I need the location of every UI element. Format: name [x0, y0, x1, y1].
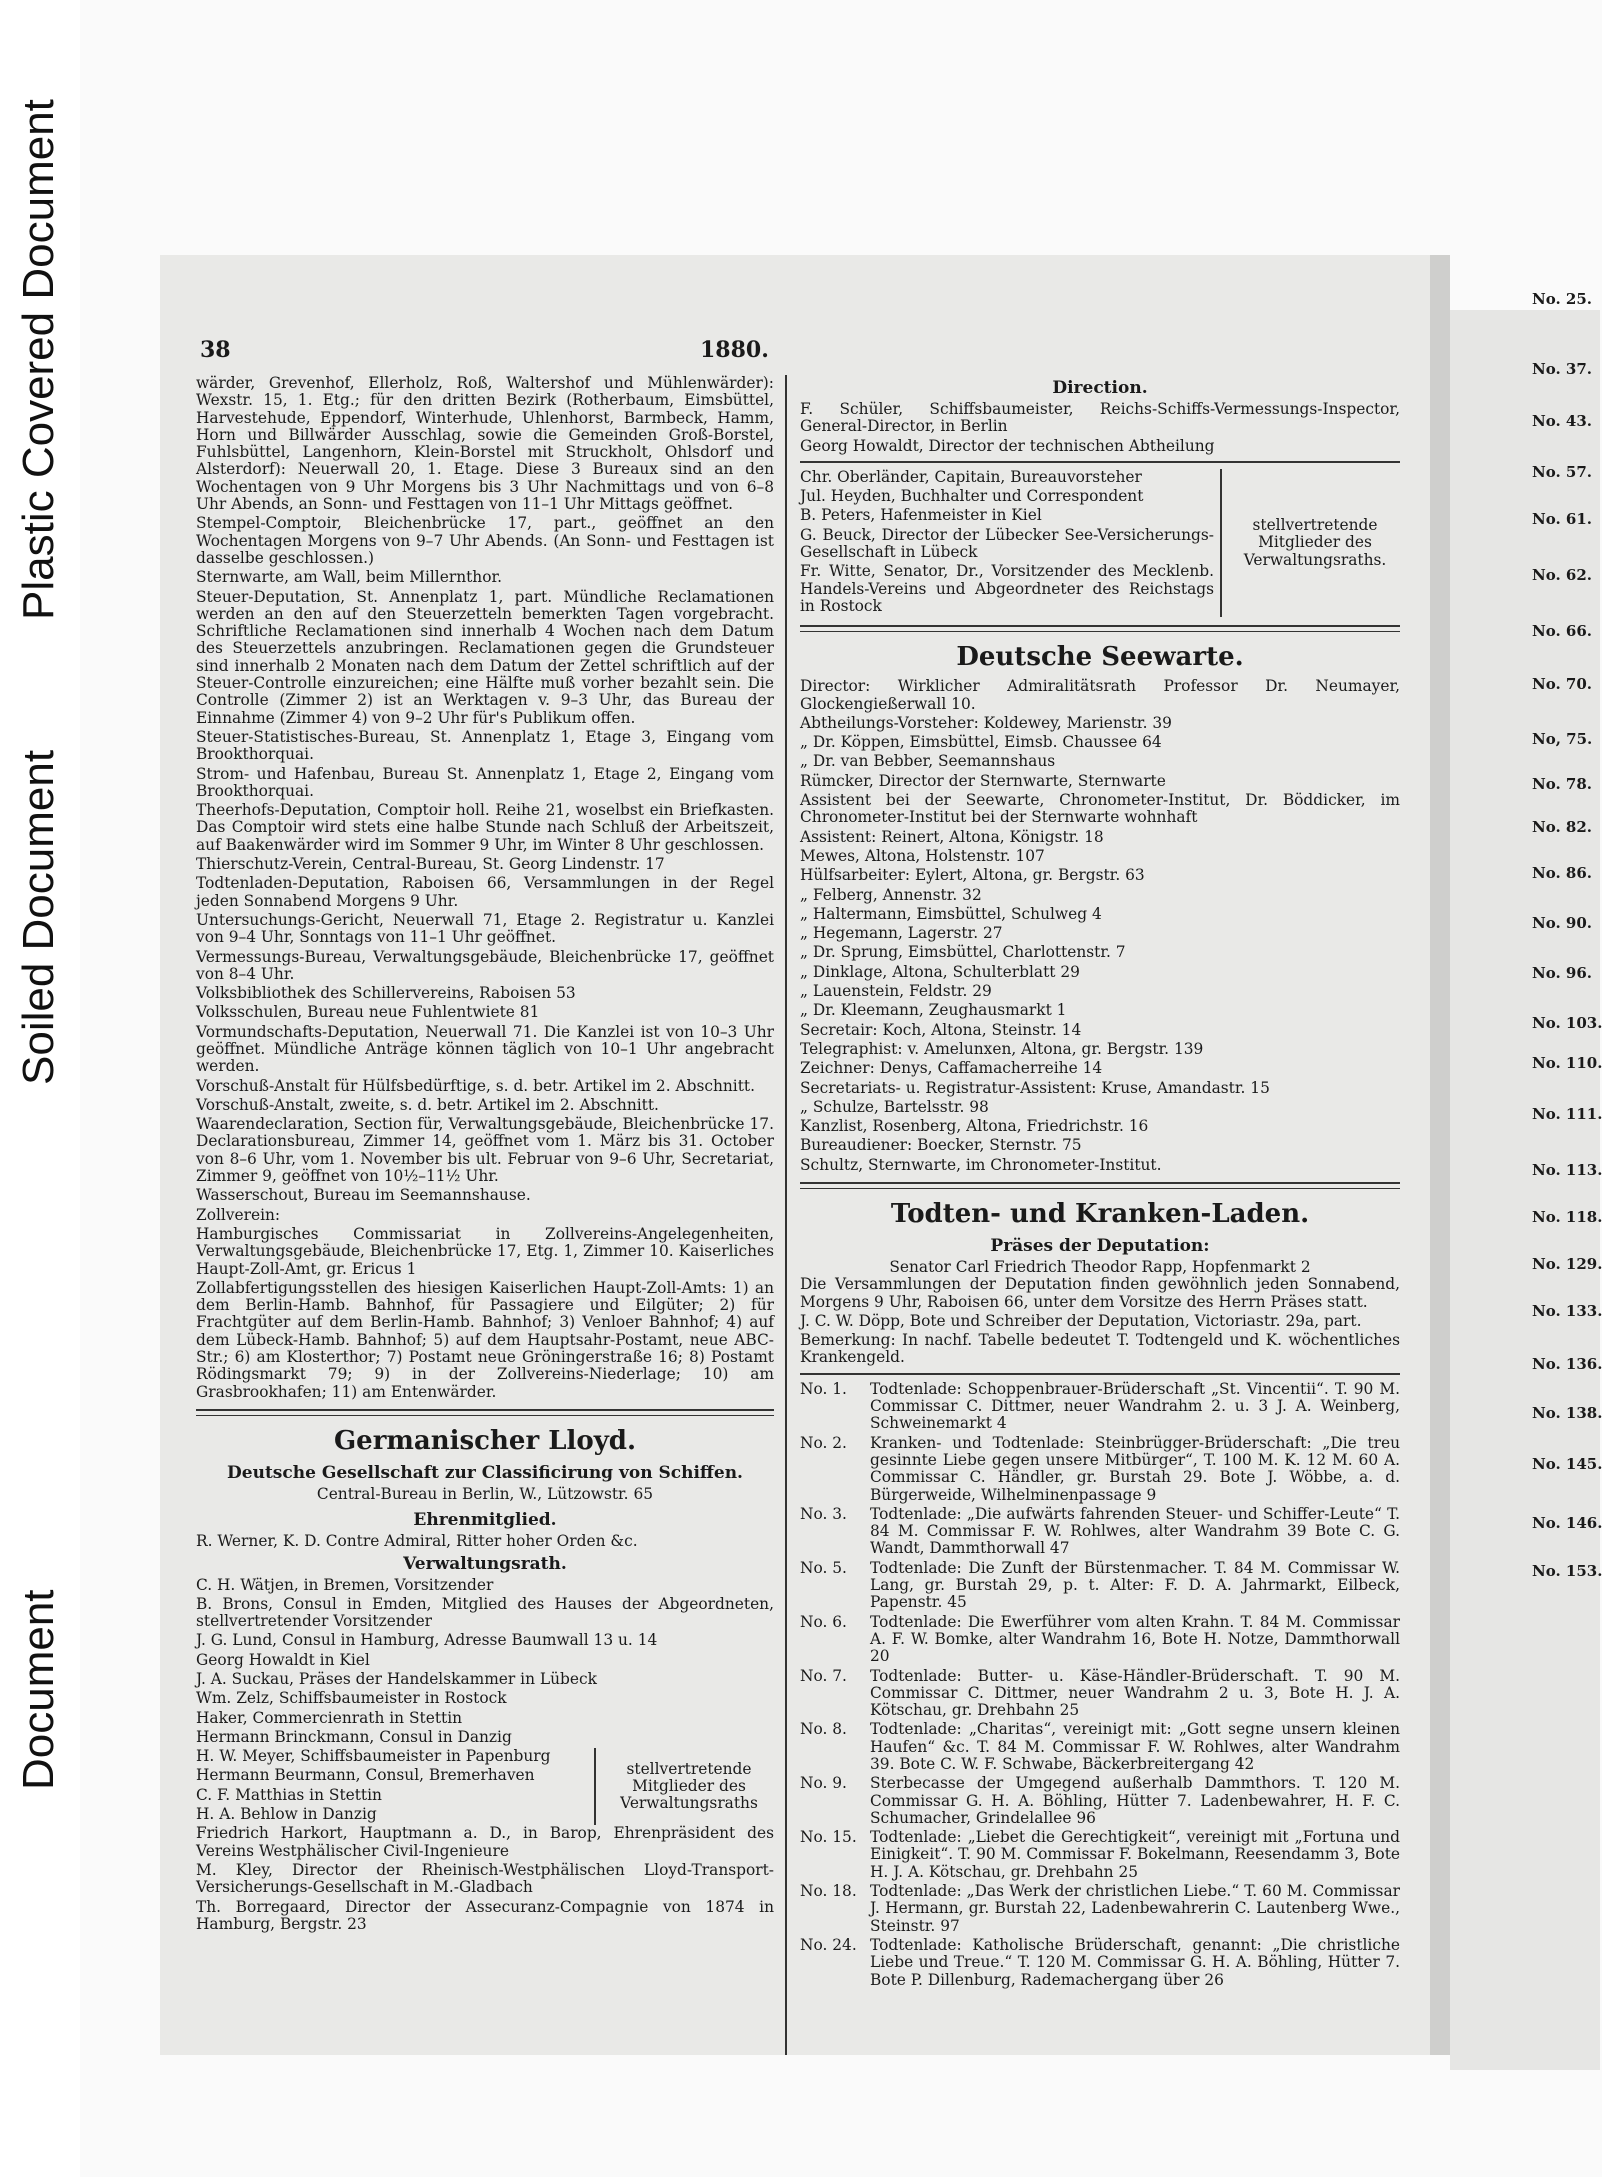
direction-deputy: B. Peters, Hafenmeister in Kiel: [800, 506, 1042, 525]
seewarte-staff: „ Dr. Köppen, Eimsbüttel, Eimsb. Chaussee 64: [800, 733, 1162, 752]
book-spine: [1430, 255, 1450, 2055]
next-page-entry-number: No. 96.: [1532, 964, 1592, 982]
board-list: [196, 1577, 774, 1747]
entry-text: Todtenlade: „Charitas“, vereinigt mit: „Gott segne unsern kleinen Haufen“ &c. T. 84 M. Commissar F. W. Rohlwes, alter Wandrahm 39. Bote C. W. F. Schwabe, Bäckerbreitergang 42: [870, 1720, 1400, 1773]
entry-number: No. 9.: [800, 1774, 847, 1793]
directory-entry: Wasserschout, Bureau im Seemannshause.: [196, 1186, 531, 1205]
direction-deputy: Jul. Heyden, Buchhalter und Correspondent: [800, 487, 1144, 506]
entry-text: Todtenlade: „Die aufwärts fahrenden Steuer- und Schiffer-Leute“ T. 84 M. Commissar F. W. Rohlwes, alter Wandrahm 39 Bote C. G. Wandt, Dammthorwall 47: [870, 1504, 1400, 1558]
todten-note: Bemerkung: In nachf. Tabelle bedeutet T. Todtengeld und K. wöchentliches Krankengeld.: [800, 1331, 1400, 1367]
next-page-entry-number: No. 129.: [1532, 1255, 1602, 1273]
directory-entry: Volksbibliothek des Schillervereins, Raboisen 53: [196, 984, 576, 1003]
board-member: Hermann Brinckmann, Consul in Danzig: [196, 1727, 512, 1746]
seewarte-staff: Kanzlist, Rosenberg, Altona, Friedrichstr. 16: [800, 1117, 1149, 1136]
entry-number: No. 18.: [800, 1882, 857, 1901]
right-column: [800, 375, 1400, 1991]
seewarte-staff: „ Dinklage, Altona, Schulterblatt 29: [800, 962, 1080, 981]
next-page-entry-number: No. 111.: [1532, 1105, 1602, 1123]
direction-deputy: Chr. Oberländer, Capitain, Bureauvorsteher: [800, 467, 1142, 486]
seewarte-staff: „ Felberg, Annenstr. 32: [800, 885, 982, 904]
column-divider: [785, 375, 787, 2055]
entry-number: No. 15.: [800, 1828, 857, 1847]
deputy-member: H. A. Behlow in Danzig: [196, 1805, 377, 1824]
next-page-entry-number: No. 25.: [1532, 290, 1592, 308]
next-page-entry-number: No. 70.: [1532, 675, 1592, 693]
seewarte-staff: Hülfsarbeiter: Eylert, Altona, gr. Bergstr. 63: [800, 866, 1145, 885]
directory-entry: Zollverein:: [196, 1205, 281, 1224]
deputies-list: [196, 1748, 596, 1825]
next-page-entry-number: No. 86.: [1532, 864, 1592, 882]
board-member: Georg Howaldt in Kiel: [196, 1650, 370, 1669]
todtenlade-entry: [800, 1614, 1400, 1666]
todtenlade-entry: [800, 1560, 1400, 1612]
seewarte-staff: Assistent bei der Seewarte, Chronometer-Institut, Dr. Böddicker, im Chronometer-Institut bei der Sternwarte wohnhaft: [800, 791, 1400, 827]
directory-entry: Volksschulen, Bureau neue Fuhlentwiete 81: [196, 1003, 540, 1022]
next-page-entry-number: No. 136.: [1532, 1355, 1602, 1373]
board-member: J. G. Lund, Consul in Hamburg, Adresse Baumwall 13 u. 14: [196, 1631, 658, 1650]
praeses-heading: Präses der Deputation:: [990, 1235, 1210, 1256]
entry-number: No. 8.: [800, 1720, 847, 1739]
entry-number: No. 5.: [800, 1558, 847, 1577]
seewarte-staff: Rümcker, Director der Sternwarte, Sternwarte: [800, 771, 1166, 790]
deputy-member: H. W. Meyer, Schiffsbaumeister in Papenburg: [196, 1747, 551, 1766]
board-member: Friedrich Harkort, Hauptmann a. D., in Barop, Ehrenpräsident des Vereins Westphälischer Civil-Ingenieure: [196, 1824, 774, 1860]
next-page-entry-number: No. 78.: [1532, 775, 1592, 793]
seewarte-staff: Mewes, Altona, Holstenstr. 107: [800, 846, 1045, 865]
seewarte-staff: Secretariats- u. Registratur-Assistent: Kruse, Amandastr. 15: [800, 1078, 1270, 1097]
tag-soiled: Soiled Document: [14, 749, 63, 1085]
board-member: B. Brons, Consul in Emden, Mitglied des Hauses der Abgeordneten, stellvertretender Vorsitzender: [196, 1594, 774, 1631]
section-rule: [800, 625, 1400, 632]
entry-text: Todtenlade: Schoppenbrauer-Brüderschaft „St. Vincentii“. T. 90 M. Commissar C. Dittmer, neuer Wandrahm 2. u. 3 J. A. Weinberg, Schweinemarkt 4: [870, 1379, 1400, 1433]
next-page-entry-number: No. 153.: [1532, 1562, 1602, 1580]
entry-text: Todtenlade: Butter- u. Käse-Händler-Brüderschaft. T. 90 M. Commissar C. Dittmer, neuer Wandrahm 2 u. 3, Bote H. J. A. Kötschau, gr. Drehbahn 25: [870, 1666, 1400, 1720]
direction-list: [800, 401, 1400, 455]
entry-text: Todtenlade: Katholische Brüderschaft, genannt: „Die christliche Liebe und Treue.“ T. 120 M. Commissar G. H. A. Böhling, Hütter 7. Bote P. Dillenburg, Rademachergang über 26: [870, 1935, 1400, 1989]
directory-entry: Todtenladen-Deputation, Raboisen 66, Versammlungen in der Regel jeden Sonnabend Morgens 9 Uhr.: [196, 874, 774, 910]
directory-entry: Strom- und Hafenbau, Bureau St. Annenplatz 1, Etage 2, Eingang vom Brookthorquai.: [196, 764, 774, 800]
entry-text: Kranken- und Todtenlade: Steinbrügger-Brüderschaft: „Die treu gesinnte Liebe gegen unsere Mitbürger“, T. 100 M. K. 12 M. 60 A. Commissar C. Händler, gr. Burstah 29. Bote J. Wöbbe, a. d. Bürgerweide, Wilhelminenpassage 9: [870, 1433, 1400, 1504]
directory-entry: Sternwarte, am Wall, beim Millernthor.: [196, 568, 503, 587]
entry-text: Todtenlade: Die Ewerführer vom alten Krahn. T. 84 M. Commissar A. F. W. Bomke, alter Wandrahm 16, Bote H. Notze, Dammthorwall 20: [870, 1612, 1400, 1666]
entry-number: No. 3.: [800, 1504, 847, 1523]
direction-heading: Direction.: [1052, 378, 1148, 398]
directory-entry: Hamburgisches Commissariat in Zollvereins-Angelegenheiten, Verwaltungsgebäude, Bleichenbrücke 17, Etg. 1, Zimmer 10. Kaiserliches Haupt-Zoll-Amt, gr. Ericus 1: [196, 1224, 774, 1278]
praeses-name: Senator Carl Friedrich Theodor Rapp, Hopfenmarkt 2: [889, 1257, 1311, 1276]
next-page-entry-number: No. 145.: [1532, 1455, 1602, 1473]
seewarte-staff: Abtheilungs-Vorsteher: Koldewey, Marienstr. 39: [800, 713, 1172, 732]
honor-heading: Ehrenmitglied.: [413, 1510, 557, 1531]
todtenlade-entry: [800, 1435, 1400, 1504]
seewarte-staff: Telegraphist: v. Amelunxen, Altona, gr. Bergstr. 139: [800, 1039, 1204, 1058]
page-header: [160, 337, 1430, 367]
next-page-entry-number: No. 62.: [1532, 566, 1592, 584]
rule: [800, 1373, 1400, 1375]
seewarte-list: [800, 678, 1400, 1174]
todtenlade-entry: [800, 1883, 1400, 1935]
board-member: M. Kley, Director der Rheinisch-Westphälischen Lloyd-Transport-Versicherungs-Gesellschaft in M.-Gladbach: [196, 1860, 774, 1897]
todten-bote: J. C. W. Döpp, Bote und Schreiber der Deputation, Victoriastr. 29a, part.: [800, 1311, 1362, 1330]
direction-members-label: stellvertretende Mitglieder des Verwaltungsraths.: [1243, 516, 1387, 569]
seewarte-staff: Bureaudiener: Boecker, Sternstr. 75: [800, 1136, 1082, 1155]
next-page-entry-number: No. 61.: [1532, 510, 1592, 528]
next-page-edge: [1450, 290, 1602, 2070]
directory-entry: Steuer-Statistisches-Bureau, St. Annenplatz 1, Etage 3, Eingang vom Brookthorquai.: [196, 727, 774, 764]
deputy-member: Hermann Beurmann, Consul, Bremerhaven: [196, 1766, 535, 1785]
entry-text: Sterbecasse der Umgegend außerhalb Dammthors. T. 120 M. Commissar G. H. A. Böhling, Hütter 7. Ladenbewahrer, H. F. C. Schumacher, Grindelallee 96: [870, 1774, 1400, 1827]
direction-member: Georg Howaldt, Director der technischen Abtheilung: [800, 436, 1215, 455]
rule: [800, 461, 1400, 463]
document-tags-sidebar: [0, 0, 80, 2177]
seewarte-staff: Assistent: Reinert, Altona, Königstr. 18: [800, 827, 1104, 846]
directory-entry: Vorschuß-Anstalt für Hülfsbedürftige, s. d. betr. Artikel im 2. Abschnitt.: [196, 1076, 755, 1095]
seewarte-staff: „ Lauenstein, Feldstr. 29: [800, 982, 992, 1001]
todten-intro: Die Versammlungen der Deputation finden gewöhnlich jeden Sonnabend, Morgens 9 Uhr, Raboisen 66, unter dem Vorsitze des Herrn Präses statt.: [800, 1275, 1400, 1311]
next-page-entry-number: No. 82.: [1532, 818, 1592, 836]
seewarte-staff: „ Haltermann, Eimsbüttel, Schulweg 4: [800, 904, 1102, 923]
seewarte-staff: Schultz, Sternwarte, im Chronometer-Institut.: [800, 1155, 1162, 1174]
entry-number: No. 1.: [800, 1379, 847, 1398]
next-page-entry-number: No. 43.: [1532, 412, 1592, 430]
left-entries: [196, 375, 774, 1401]
next-page-entry-number: No. 57.: [1532, 463, 1592, 481]
board-heading: Verwaltungsrath.: [403, 1553, 567, 1574]
seewarte-staff: Secretair: Koch, Altona, Steinstr. 14: [800, 1020, 1082, 1039]
lloyd-title: Germanischer Lloyd.: [333, 1425, 637, 1456]
next-page-entry-number: No. 37.: [1532, 360, 1592, 378]
tag-plastic-covered: Plastic Covered Document: [14, 99, 63, 620]
todtenlade-entry: [800, 1829, 1400, 1881]
seewarte-staff: „ Dr. Kleemann, Zeughausmarkt 1: [800, 1001, 1067, 1020]
direction-member: F. Schüler, Schiffsbaumeister, Reichs-Schiffs-Vermessungs-Inspector, General-Director, in Berlin: [800, 400, 1400, 436]
next-page-entry-number: No. 133.: [1532, 1302, 1602, 1320]
todtenlade-entry: [800, 1937, 1400, 1989]
board-member: Haker, Commercienrath in Stettin: [196, 1708, 463, 1727]
directory-entry: Waarendeclaration, Section für, Verwaltungsgebäude, Bleichenbrücke 17. Declarationsbureau, Zimmer 14, geöffnet vom 1. März bis 31. October von 8–6 Uhr, vom 1. November bis ult. Februar von 9–6 Uhr, Secretariat, Zimmer 9, geöffnet von 10½–11½ Uhr.: [196, 1115, 774, 1186]
next-page-entry-number: No. 146.: [1532, 1514, 1602, 1532]
seewarte-staff: Zeichner: Denys, Caffamacherreihe 14: [800, 1059, 1103, 1078]
directory-entry: Zollabfertigungsstellen des hiesigen Kaiserlichen Haupt-Zoll-Amts: 1) an dem Berlin-Hamb. Bahnhof, für Passagiere und Eilgüter; 2) für Frachtgüter auf dem Berlin-Hamb. Bahnhof; 3) Venloer Bahnhof; 4) auf dem Lübeck-Hamb. Bahnhof; 5) auf dem Hauptsahr-Postamt, neue ABC-Str.; 6) am Klosterthor; 7) Postamt neue Gröningerstraße 16; 8) Postamt Rödingsmarkt 79; 9) in der Zollvereins-Niederlage; 10) am Grasbrookhafen; 11) am Entenwärder.: [196, 1278, 774, 1401]
directory-entry: Theerhofs-Deputation, Comptoir holl. Reihe 21, woselbst ein Briefkasten. Das Comptoir wird stets eine halbe Stunde nach Schluß der Arbeitszeit, auf Baakenwärder wird im Sommer 9 Uhr, im Winter 8 Uhr geschlossen.: [196, 801, 774, 854]
entry-number: No. 6.: [800, 1612, 847, 1631]
entry-number: No. 2.: [800, 1433, 847, 1452]
board-more-list: [196, 1825, 774, 1933]
page-year: 1880.: [700, 337, 769, 363]
todten-list: [800, 1381, 1400, 1989]
seewarte-title: Deutsche Seewarte.: [956, 642, 1244, 673]
lloyd-subtitle: Deutsche Gesellschaft zur Classificirung von Schiffen.: [227, 1462, 743, 1483]
todten-title: Todten- und Kranken-Laden.: [890, 1198, 1310, 1229]
directory-entry: wärder, Grevenhof, Ellerholz, Roß, Waltershof und Mühlenwärder): Wexstr. 15, 1. Etg.; für den dritten Bezirk (Rotherbaum, Eimsbüttel, Harvestehude, Eppendorf, Winterhude, Uhlenhorst, Barmbeck, Hamm, Horn und Billwärder Ausschlag, sowie die Gemeinden Groß-Borstel, Fuhlsbüttel, Langenhorn, Klein-Borstel mit Struckholt, Ohlsdorf und Alsterdorf): Neuerwall 20, 1. Etage. Diese 3 Bureaux sind an den Wochentagen von 9 Uhr Morgens bis 3 Uhr Nachmittags und von 6–8 Uhr Abends, an Sonn- und Festtagen von 11–1 Uhr Mittags geöffnet.: [196, 374, 774, 514]
book-page: [160, 255, 1430, 2055]
entry-text: Todtenlade: Die Zunft der Bürstenmacher. T. 84 M. Commissar W. Lang, gr. Burstah 29, p. t. Alter: F. D. A. Jahrmarkt, Eilbeck, Papenstr. 45: [870, 1558, 1400, 1612]
next-page-entry-number: No. 103.: [1532, 1014, 1602, 1032]
seewarte-staff: „ Hegemann, Lagerstr. 27: [800, 924, 1003, 943]
direction-members-group: [800, 469, 1400, 617]
entry-number: No. 7.: [800, 1666, 847, 1685]
todtenlade-entry: [800, 1775, 1400, 1827]
directory-entry: Stempel-Comptoir, Bleichenbrücke 17, part., geöffnet an den Wochentagen Morgens von 9–7 Uhr Abends. (An Sonn- und Festtagen ist dasselbe geschlossen.): [196, 514, 774, 567]
board-member: J. A. Suckau, Präses der Handelskammer in Lübeck: [196, 1670, 597, 1688]
board-member: C. H. Wätjen, in Bremen, Vorsitzender: [196, 1575, 494, 1594]
deputies-group: [196, 1748, 774, 1825]
seewarte-staff: „ Dr. Sprung, Eimsbüttel, Charlottenstr. 7: [800, 943, 1126, 962]
deputies-label: stellvertretende Mitglieder des Verwaltungsraths: [620, 1759, 758, 1813]
honor-member: R. Werner, K. D. Contre Admiral, Ritter hoher Orden &c.: [196, 1532, 638, 1551]
seewarte-staff: Director: Wirklicher Admiralitätsrath Professor Dr. Neumayer, Glockengießerwall 10.: [800, 677, 1400, 713]
page-number: 38: [200, 337, 231, 363]
next-page-entry-number: No. 113.: [1532, 1161, 1602, 1179]
directory-entry: Vormundschafts-Deputation, Neuerwall 71. Die Kanzlei ist von 10–3 Uhr geöffnet. Mündliche Anträge können täglich von 10–1 Uhr angebracht werden.: [196, 1022, 774, 1076]
todtenlade-entry: [800, 1381, 1400, 1433]
board-member: Th. Borregaard, Director der Assecuranz-Compagnie von 1874 in Hamburg, Bergstr. 23: [196, 1897, 774, 1933]
section-rule: [800, 1182, 1400, 1189]
lloyd-address: Central-Bureau in Berlin, W., Lützowstr. 65: [316, 1484, 654, 1503]
direction-deputy: G. Beuck, Director der Lübecker See-Versicherungs-Gesellschaft in Lübeck: [800, 525, 1214, 562]
next-page-entry-number: No. 118.: [1532, 1208, 1602, 1226]
deputy-member: C. F. Matthias in Stettin: [196, 1785, 382, 1804]
next-page-entry-number: No. 90.: [1532, 914, 1592, 932]
directory-entry: Steuer-Deputation, St. Annenplatz 1, part. Mündliche Reclamationen werden an den auf den Steuerzetteln bemerkten Tagen vorgebracht. Schriftliche Reclamationen sind innerhalb 4 Wochen nach dem Datum des Steuerzettels anzubringen. Reclamationen gegen die Grundsteuer sind innerhalb 2 Monaten nach dem Datum der Zettel schriftlich auf der Steuer-Controlle einzureichen; eine Hälfte muß vorher bezahlt sein. Die Controlle (Zimmer 2) ist an Werktagen v. 9–3 Uhr, das Bureau der Einnahme (Zimmer 4) von 9–2 Uhr für's Publikum offen.: [196, 587, 774, 727]
todtenlade-entry: [800, 1506, 1400, 1558]
entry-text: Todtenlade: „Das Werk der christlichen Liebe.“ T. 60 M. Commissar J. Hermann, gr. Burstah 22, Ladenbewahrerin C. Lautenberg Wwe., Steinstr. 97: [870, 1882, 1400, 1935]
tag-document: Document: [14, 1589, 63, 1790]
next-page-entry-number: No, 75.: [1532, 730, 1593, 748]
left-column: [196, 375, 774, 1935]
next-page-entry-number: No. 138.: [1532, 1404, 1602, 1422]
direction-deputy: Fr. Witte, Senator, Dr., Vorsitzender des Mecklenb. Handels-Vereins und Abgeordneter des Reichstags in Rostock: [800, 562, 1214, 615]
directory-entry: Untersuchungs-Gericht, Neuerwall 71, Etage 2. Registratur u. Kanzlei von 9–4 Uhr, Sonntags von 11–1 Uhr geöffnet.: [196, 910, 774, 947]
board-member: Wm. Zelz, Schiffsbaumeister in Rostock: [196, 1689, 507, 1708]
direction-members-list: [800, 469, 1222, 617]
entry-number: No. 24.: [800, 1935, 857, 1954]
seewarte-staff: „ Schulze, Bartelsstr. 98: [800, 1097, 989, 1116]
next-page-entry-number: No. 110.: [1532, 1054, 1602, 1072]
directory-entry: Thierschutz-Verein, Central-Bureau, St. Georg Lindenstr. 17: [196, 855, 665, 874]
next-page-entry-number: No. 66.: [1532, 622, 1592, 640]
todtenlade-entry: [800, 1668, 1400, 1720]
directory-entry: Vermessungs-Bureau, Verwaltungsgebäude, Bleichenbrücke 17, geöffnet von 8–4 Uhr.: [196, 947, 774, 983]
seewarte-staff: „ Dr. van Bebber, Seemannshaus: [800, 752, 1056, 771]
todtenlade-entry: [800, 1721, 1400, 1773]
section-rule: [196, 1409, 774, 1416]
directory-entry: Vorschuß-Anstalt, zweite, s. d. betr. Artikel im 2. Abschnitt.: [196, 1095, 659, 1114]
entry-text: Todtenlade: „Liebet die Gerechtigkeit“, vereinigt mit „Fortuna und Einigkeit“. T. 90 M. Commissar F. Bokelmann, Reesendamm 3, Bote H. J. A. Kötschau, gr. Drehbahn 25: [870, 1828, 1400, 1881]
